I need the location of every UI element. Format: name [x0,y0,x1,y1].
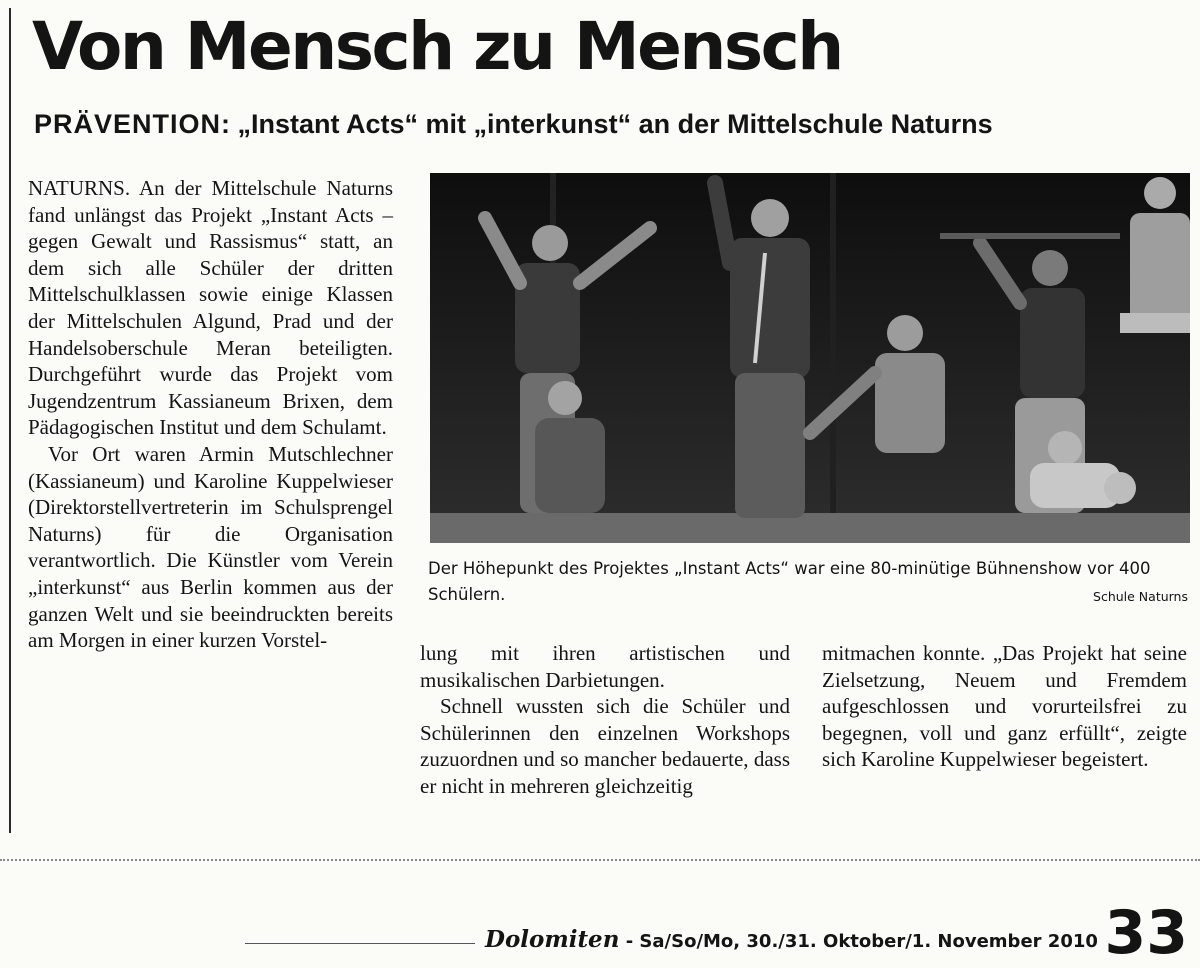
page-footer [485,926,1098,953]
article-column-3 [822,640,1187,773]
headline: Von Mensch zu Mensch [32,8,842,85]
paragraph-2-end: lung mit ihren artistischen und musikalischen Darbietungen. [420,641,790,692]
page-number: 33 [1104,898,1188,968]
article-column-1 [28,175,393,654]
column-rule [9,8,11,833]
kicker: PRÄVENTION [34,109,222,139]
paragraph-1: NATURNS. An der Mittelschule Naturns fand unlängst das Projekt „Instant Acts – gegen Gewalt und Rassismus“ statt, an dem sich alle Schüler der dritten Mittelschulklassen sowie einige Klassen der Mittelschulen Algund, Prad und der Handelsoberschule Meran beteiligten. Durchgeführt wurde das Projekt vom Jugendzentrum Kassianeum Brixen, dem Pädagogischen Institut und dem Schulamt. [28,176,393,440]
footer-rule [245,943,475,944]
stage-performance-photo [430,173,1190,543]
newspaper-masthead: Dolomiten [485,926,620,953]
subheadline [34,104,993,144]
paragraph-3-start: Schnell wussten sich die Schüler und Schülerinnen den einzelnen Workshops zuzuordnen und so mancher bedauerte, dass er nicht in mehreren gleichzeitig [420,694,790,798]
paragraph-2-start: Vor Ort waren Armin Mutschlechner (Kassianeum) und Karoline Kuppelwieser (Direktorstellvertreterin im Schulsprengel Naturns) für die Organisation verantwortlich. Die Künstler vom Verein „interkunst“ aus Berlin kommen aus der ganzen Welt und sie beeindruckten bereits am Morgen in einer kurzen Vorstel- [28,441,393,653]
article-column-2 [420,640,790,800]
photo-credit: Schule Naturns [1093,589,1188,604]
photo-caption: Der Höhepunkt des Projektes „Instant Acts“ war eine 80-minütige Bühnenshow vor 400 Schülern. [428,559,1151,604]
subtitle: : „Instant Acts“ mit „interkunst“ an der Mittelschule Naturns [221,109,993,139]
paragraph-3-end: mitmachen konnte. „Das Projekt hat seine Zielsetzung, Neuem und Fremdem aufgeschlossen und vorurteilsfrei zu begegnen, voll und ganz erfüllt“, zeigte sich Karoline Kuppelwieser begeistert. [822,641,1187,772]
issue-date: - Sa/So/Mo, 30./31. Oktober/1. November 2010 [619,931,1098,952]
page-divider [0,859,1200,861]
